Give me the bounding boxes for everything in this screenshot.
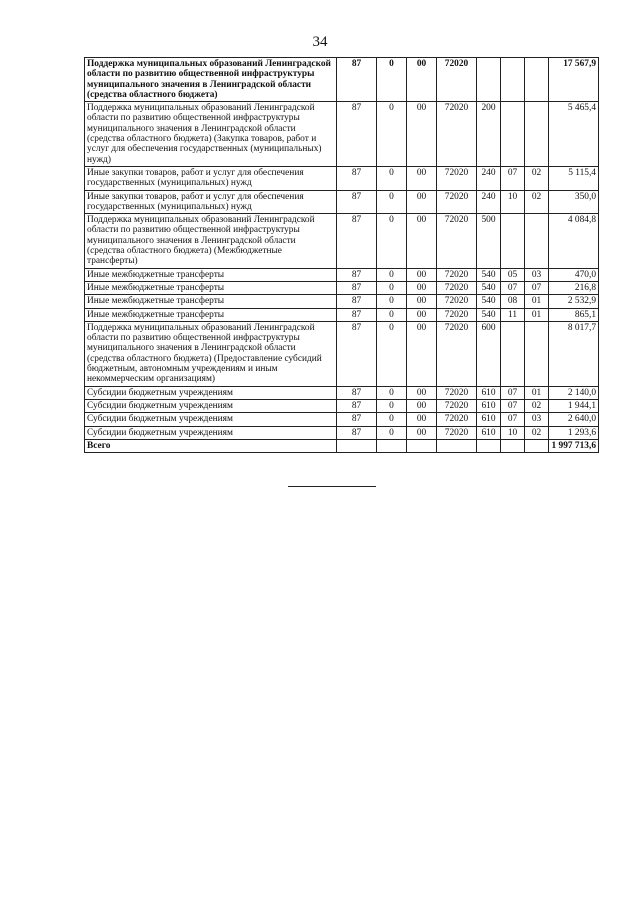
- row-name: Субсидии бюджетным учреждениям: [85, 413, 337, 426]
- cell-target-article: 72020: [437, 399, 477, 412]
- cell-gr-code: 87: [337, 268, 377, 281]
- table-row: [85, 308, 599, 321]
- cell-expense-type: [477, 58, 501, 102]
- cell-gr-code: 87: [337, 413, 377, 426]
- cell-gr-code: 87: [337, 281, 377, 294]
- cell-section: [501, 321, 525, 386]
- cell-subcode-a: 0: [377, 190, 407, 214]
- cell-subcode-a: 0: [377, 214, 407, 268]
- cell-section: [501, 439, 525, 452]
- cell-gr-code: 87: [337, 321, 377, 386]
- cell-subcode-a: 0: [377, 268, 407, 281]
- table-row: [85, 281, 599, 294]
- cell-section: 07: [501, 399, 525, 412]
- table-row: [85, 58, 599, 102]
- table-row: [85, 295, 599, 308]
- row-name: Поддержка муниципальных образований Ленинградской области по развитию общественной инфраструктуры муниципального значения в Ленинградской области (средства областного бюджета) (Предоставление субсидий бюджетным, автономным учреждениям и иным некоммерческим организациям): [85, 321, 337, 386]
- cell-subcode-a: [377, 439, 407, 452]
- cell-amount: 216,8: [549, 281, 599, 294]
- table-row: [85, 399, 599, 412]
- cell-subsection: [525, 321, 549, 386]
- row-name: Поддержка муниципальных образований Ленинградской области по развитию общественной инфраструктуры муниципального значения в Ленинградской области (средства областного бюджета) (Межбюджетные трансферты): [85, 214, 337, 268]
- row-name: Субсидии бюджетным учреждениям: [85, 386, 337, 399]
- cell-target-article: 72020: [437, 308, 477, 321]
- cell-amount: 865,1: [549, 308, 599, 321]
- cell-subsection: 02: [525, 426, 549, 439]
- cell-amount: 2 140,0: [549, 386, 599, 399]
- cell-target-article: 72020: [437, 281, 477, 294]
- cell-expense-type: 610: [477, 386, 501, 399]
- table-body: [85, 58, 599, 453]
- cell-subsection: 01: [525, 295, 549, 308]
- cell-gr-code: 87: [337, 102, 377, 167]
- row-name: Иные межбюджетные трансферты: [85, 281, 337, 294]
- cell-subcode-b: 00: [407, 102, 437, 167]
- cell-subcode-b: 00: [407, 295, 437, 308]
- cell-target-article: 72020: [437, 426, 477, 439]
- cell-target-article: [437, 439, 477, 452]
- cell-section: 07: [501, 413, 525, 426]
- cell-subcode-b: 00: [407, 281, 437, 294]
- cell-amount: 8 017,7: [549, 321, 599, 386]
- row-name: Поддержка муниципальных образований Ленинградской области по развитию общественной инфраструктуры муниципального значения в Ленинградской области (средства областного бюджета): [85, 58, 337, 102]
- cell-subcode-b: 00: [407, 214, 437, 268]
- row-name: Иные закупки товаров, работ и услуг для обеспечения государственных (муниципальных) нужд: [85, 190, 337, 214]
- cell-section: 07: [501, 281, 525, 294]
- cell-target-article: 72020: [437, 295, 477, 308]
- cell-gr-code: 87: [337, 166, 377, 190]
- cell-subcode-a: 0: [377, 102, 407, 167]
- cell-amount: 5 465,4: [549, 102, 599, 167]
- cell-amount: 2 640,0: [549, 413, 599, 426]
- cell-gr-code: 87: [337, 399, 377, 412]
- cell-section: 10: [501, 426, 525, 439]
- cell-target-article: 72020: [437, 166, 477, 190]
- row-name: Всего: [85, 439, 337, 452]
- cell-subcode-b: 00: [407, 399, 437, 412]
- cell-subcode-b: [407, 439, 437, 452]
- cell-subcode-a: 0: [377, 295, 407, 308]
- cell-gr-code: 87: [337, 295, 377, 308]
- cell-target-article: 72020: [437, 386, 477, 399]
- table-row: [85, 413, 599, 426]
- cell-section: 10: [501, 190, 525, 214]
- cell-subcode-a: 0: [377, 386, 407, 399]
- separator-line: [288, 486, 376, 487]
- cell-subsection: 01: [525, 386, 549, 399]
- table-row: [85, 439, 599, 452]
- row-name: Поддержка муниципальных образований Ленинградской области по развитию общественной инфраструктуры муниципального значения в Ленинградской области (средства областного бюджета) (Закупка товаров, работ и услуг для обеспечения государственных (муниципальных) нужд): [85, 102, 337, 167]
- cell-subsection: 03: [525, 268, 549, 281]
- cell-gr-code: [337, 439, 377, 452]
- cell-subcode-a: 0: [377, 166, 407, 190]
- table-row: [85, 214, 599, 268]
- cell-target-article: 72020: [437, 214, 477, 268]
- cell-target-article: 72020: [437, 190, 477, 214]
- table-row: [85, 102, 599, 167]
- cell-section: 07: [501, 386, 525, 399]
- cell-expense-type: 500: [477, 214, 501, 268]
- cell-subcode-b: 00: [407, 268, 437, 281]
- cell-amount: 4 084,8: [549, 214, 599, 268]
- cell-expense-type: 610: [477, 413, 501, 426]
- cell-section: [501, 58, 525, 102]
- cell-gr-code: 87: [337, 190, 377, 214]
- cell-section: 11: [501, 308, 525, 321]
- cell-subcode-b: 00: [407, 166, 437, 190]
- row-name: Субсидии бюджетным учреждениям: [85, 399, 337, 412]
- cell-expense-type: 610: [477, 426, 501, 439]
- cell-subsection: [525, 102, 549, 167]
- cell-section: 08: [501, 295, 525, 308]
- cell-expense-type: 240: [477, 190, 501, 214]
- cell-target-article: 72020: [437, 102, 477, 167]
- cell-subcode-b: 00: [407, 413, 437, 426]
- cell-gr-code: 87: [337, 214, 377, 268]
- table-row: [85, 426, 599, 439]
- cell-subcode-a: 0: [377, 321, 407, 386]
- cell-subcode-a: 0: [377, 413, 407, 426]
- table-row: [85, 321, 599, 386]
- cell-expense-type: 540: [477, 308, 501, 321]
- cell-subcode-b: 00: [407, 386, 437, 399]
- cell-subcode-b: 00: [407, 190, 437, 214]
- row-name: Иные межбюджетные трансферты: [85, 268, 337, 281]
- cell-amount: 1 293,6: [549, 426, 599, 439]
- cell-target-article: 72020: [437, 413, 477, 426]
- cell-subsection: 03: [525, 413, 549, 426]
- table-row: [85, 190, 599, 214]
- row-name: Иные межбюджетные трансферты: [85, 295, 337, 308]
- cell-amount: 1 997 713,6: [549, 439, 599, 452]
- cell-subsection: 02: [525, 166, 549, 190]
- cell-target-article: 72020: [437, 58, 477, 102]
- cell-subcode-b: 00: [407, 321, 437, 386]
- table-row: [85, 166, 599, 190]
- cell-amount: 470,0: [549, 268, 599, 281]
- cell-subsection: [525, 58, 549, 102]
- cell-expense-type: 600: [477, 321, 501, 386]
- cell-section: [501, 102, 525, 167]
- cell-subsection: [525, 439, 549, 452]
- cell-expense-type: 540: [477, 281, 501, 294]
- cell-expense-type: 240: [477, 166, 501, 190]
- row-name: Иные закупки товаров, работ и услуг для обеспечения государственных (муниципальных) нужд: [85, 166, 337, 190]
- cell-gr-code: 87: [337, 426, 377, 439]
- cell-subcode-a: 0: [377, 281, 407, 294]
- cell-subsection: 02: [525, 190, 549, 214]
- cell-gr-code: 87: [337, 308, 377, 321]
- cell-target-article: 72020: [437, 321, 477, 386]
- cell-amount: 5 115,4: [549, 166, 599, 190]
- cell-subsection: 02: [525, 399, 549, 412]
- cell-target-article: 72020: [437, 268, 477, 281]
- cell-subcode-a: 0: [377, 58, 407, 102]
- cell-section: [501, 214, 525, 268]
- cell-gr-code: 87: [337, 386, 377, 399]
- cell-section: 05: [501, 268, 525, 281]
- cell-expense-type: [477, 439, 501, 452]
- cell-subcode-b: 00: [407, 426, 437, 439]
- cell-subcode-b: 00: [407, 308, 437, 321]
- cell-amount: 350,0: [549, 190, 599, 214]
- cell-amount: 2 532,9: [549, 295, 599, 308]
- cell-subsection: 07: [525, 281, 549, 294]
- table-row: [85, 386, 599, 399]
- cell-amount: 1 944,1: [549, 399, 599, 412]
- cell-expense-type: 200: [477, 102, 501, 167]
- cell-amount: 17 567,9: [549, 58, 599, 102]
- cell-section: 07: [501, 166, 525, 190]
- cell-subsection: [525, 214, 549, 268]
- page-number: 34: [312, 34, 328, 50]
- cell-subcode-b: 00: [407, 58, 437, 102]
- cell-expense-type: 540: [477, 268, 501, 281]
- cell-subcode-a: 0: [377, 399, 407, 412]
- cell-subcode-a: 0: [377, 426, 407, 439]
- cell-expense-type: 540: [477, 295, 501, 308]
- cell-subcode-a: 0: [377, 308, 407, 321]
- cell-expense-type: 610: [477, 399, 501, 412]
- row-name: Иные межбюджетные трансферты: [85, 308, 337, 321]
- budget-table: [84, 57, 599, 453]
- row-name: Субсидии бюджетным учреждениям: [85, 426, 337, 439]
- cell-gr-code: 87: [337, 58, 377, 102]
- table-row: [85, 268, 599, 281]
- cell-subsection: 01: [525, 308, 549, 321]
